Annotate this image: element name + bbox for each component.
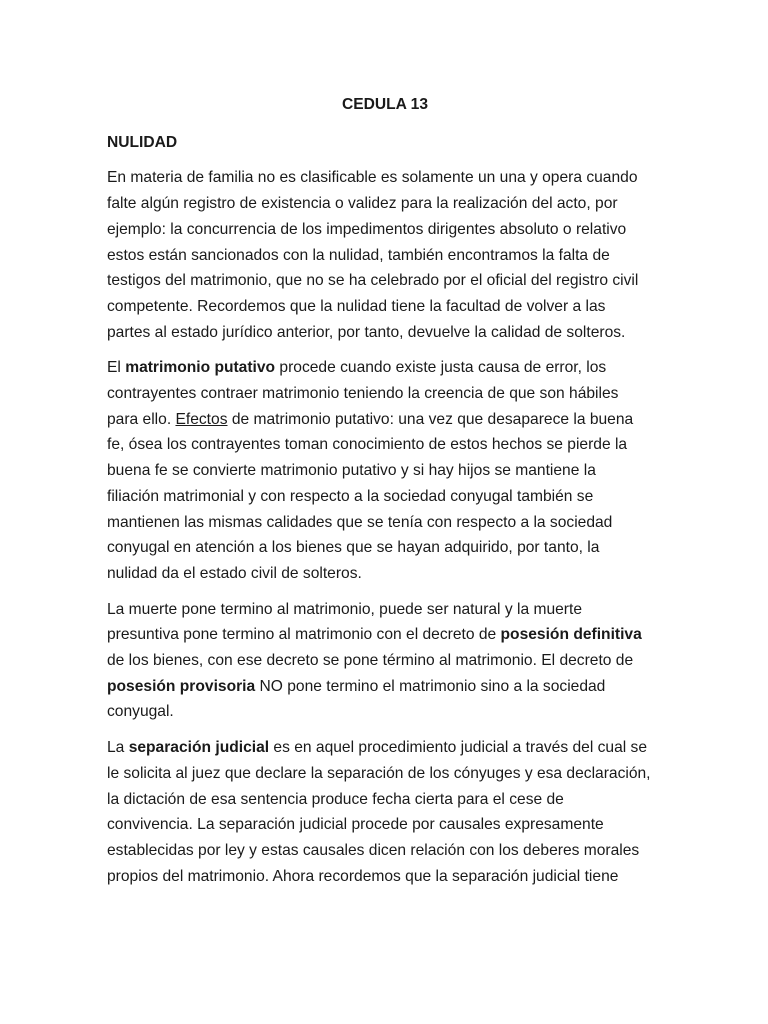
document-title: CEDULA 13 bbox=[341, 96, 429, 113]
text-line: buena fe se convierte matrimonio putativo y si hay hijos se mantiene la bbox=[107, 462, 596, 480]
text-run: La bbox=[107, 739, 129, 757]
text-line: convivencia. La separación judicial procede por causales expresamente bbox=[107, 816, 604, 834]
paragraph-nulidad bbox=[107, 165, 663, 345]
text-line: testigos del matrimonio, que no se ha celebrado por el oficial del registro civil bbox=[107, 272, 639, 290]
text-run: procede cuando existe justa causa de error, los bbox=[275, 359, 607, 377]
underlined-term: Efectos bbox=[175, 410, 228, 428]
paragraph-matrimonio-putativo bbox=[107, 355, 663, 586]
text-line: le solicita al juez que declare la separación de los cónyuges y esa declaración, bbox=[107, 764, 651, 782]
text-run: para ello. bbox=[107, 410, 176, 428]
text-line: contrayentes contraer matrimonio teniendo la creencia de que son hábiles bbox=[107, 385, 619, 403]
paragraph-muerte bbox=[107, 597, 663, 726]
text-line bbox=[107, 407, 663, 433]
text-line: de los bienes, con ese decreto se pone término al matrimonio. El decreto de bbox=[107, 652, 634, 670]
text-line: partes al estado jurídico anterior, por tanto, devuelve la calidad de solteros. bbox=[107, 323, 626, 341]
text-run: El bbox=[107, 359, 126, 377]
text-line bbox=[107, 735, 663, 761]
bold-term: posesión definitiva bbox=[500, 626, 642, 644]
text-line: fe, ósea los contrayentes toman conocimiento de estos hechos se pierde la bbox=[107, 436, 628, 454]
paragraph-separacion-judicial bbox=[107, 735, 663, 889]
text-run: presuntiva pone termino al matrimonio con el decreto de bbox=[107, 626, 501, 644]
text-line: conyugal en atención a los bienes que se hayan adquirido, por tanto, la bbox=[107, 539, 600, 557]
section-heading: NULIDAD bbox=[107, 133, 178, 151]
text-line: filiación matrimonial y con respecto a la sociedad conyugal también se bbox=[107, 487, 594, 505]
text-run: es en aquel procedimiento judicial a través del cual se bbox=[269, 739, 648, 757]
text-line: La muerte pone termino al matrimonio, puede ser natural y la muerte bbox=[107, 600, 582, 618]
text-line: establecidas por ley y estas causales dicen relación con los deberes morales bbox=[107, 841, 640, 859]
text-line: ejemplo: la concurrencia de los impedimentos dirigentes absoluto o relativo bbox=[107, 220, 627, 238]
text-line: mantienen las mismas calidades que se tenía con respecto a la sociedad bbox=[107, 513, 613, 531]
text-line: falte algún registro de existencia o validez para la realización del acto, por bbox=[107, 195, 618, 213]
bold-term: posesión provisoria bbox=[107, 677, 256, 695]
bold-term: matrimonio putativo bbox=[125, 359, 276, 377]
text-run: NO pone termino el matrimonio sino a la sociedad bbox=[255, 677, 606, 695]
text-line: estos están sancionados con la nulidad, también encontramos la falta de bbox=[107, 246, 610, 264]
text-line: En materia de familia no es clasificable es solamente un una y opera cuando bbox=[107, 169, 638, 187]
text-line: la dictación de esa sentencia produce fecha cierta para el cese de bbox=[107, 790, 564, 808]
text-line bbox=[107, 355, 663, 381]
text-run: de matrimonio putativo: una vez que desaparece la buena bbox=[227, 410, 634, 428]
text-line: propios del matrimonio. Ahora recordemos que la separación judicial tiene bbox=[107, 867, 619, 885]
text-line: conyugal. bbox=[107, 703, 174, 721]
text-line bbox=[107, 622, 663, 648]
text-line bbox=[107, 674, 663, 700]
document-body bbox=[107, 92, 663, 899]
text-line: competente. Recordemos que la nulidad tiene la facultad de volver a las bbox=[107, 297, 606, 315]
bold-term: separación judicial bbox=[128, 739, 270, 757]
text-line: nulidad da el estado civil de solteros. bbox=[107, 564, 362, 582]
